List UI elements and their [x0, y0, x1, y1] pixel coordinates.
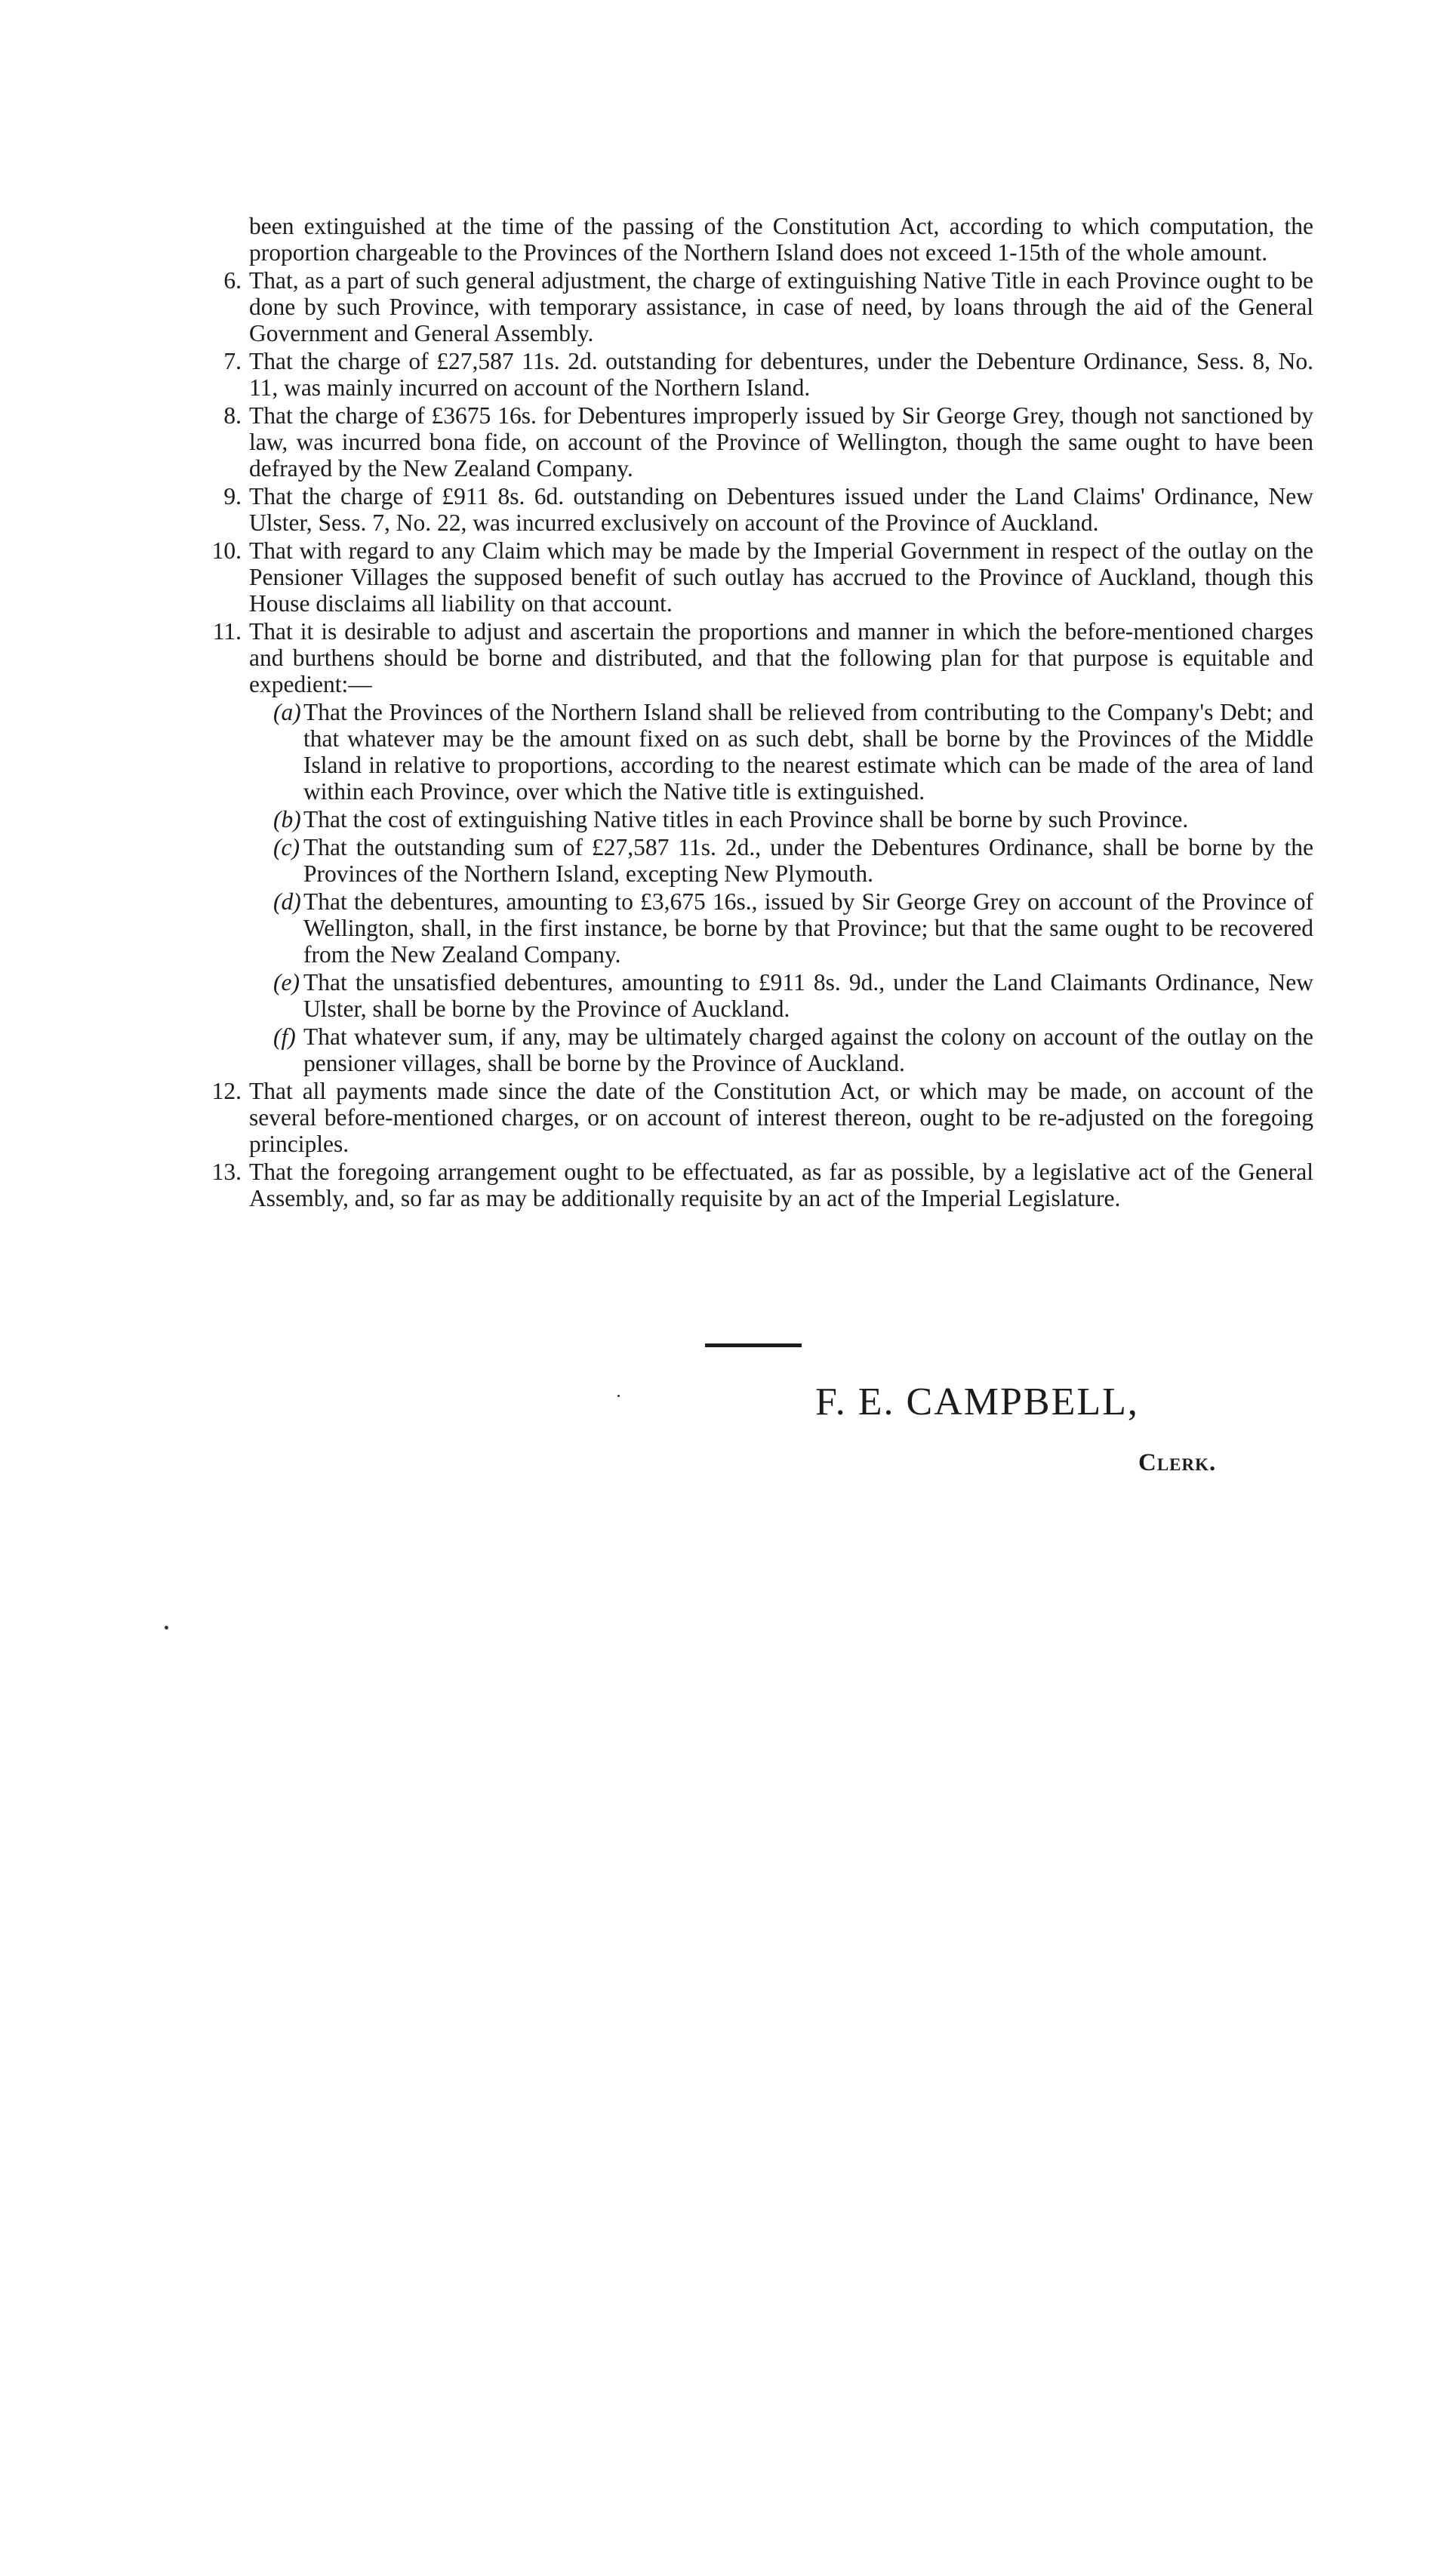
sub-item [189, 969, 1313, 1022]
signature-title: Clerk. [1138, 1449, 1217, 1476]
item-number: 11. [212, 618, 242, 645]
sub-item-text: That the Provinces of the Northern Island shall be relieved from contributing to the Company's Debt; and that whatever may be the amount fixed on as such debt, shall be borne by the Provinces of the Middle Island in relative to proportions, according to the nearest estimate which can be made of the area of land within each Province, over which the Native title is extinguished. [303, 699, 1313, 805]
resolution-item [189, 402, 1313, 482]
item-text: That, as a part of such general adjustment, the charge of extinguishing Native Title in each Province ought to be done by such Province, with temporary assistance, in case of need, by loans through the aid of the General Government and General Assembly. [249, 267, 1313, 346]
sub-item-text: That the unsatisfied debentures, amounting to £911 8s. 9d., under the Land Claimants Ordinance, New Ulster, shall be borne by the Province of Auckland. [303, 969, 1313, 1022]
item-number: 6. [223, 267, 242, 294]
item-number: 13. [211, 1159, 242, 1185]
resolution-item [189, 267, 1313, 346]
sub-item-text: That the outstanding sum of £27,587 11s. 2d., under the Debentures Ordinance, shall be borne by the Provinces of the Northern Island, excepting New Plymouth. [303, 834, 1313, 887]
sub-item [189, 806, 1313, 833]
item-text: That it is desirable to adjust and ascertain the proportions and manner in which the before-mentioned charges and burthens should be borne and distributed, and that the following plan for that purpose is equitable and expedient:— [249, 618, 1313, 697]
sub-item [189, 834, 1313, 887]
item-number: 10. [211, 537, 242, 564]
sub-item-label: (d) [273, 888, 301, 915]
resolution-item [189, 1078, 1313, 1157]
item-number: 7. [223, 348, 242, 374]
sub-item-label: (b) [273, 806, 301, 833]
sub-item-label: (a) [273, 699, 301, 725]
item-text: That the charge of £3675 16s. for Debentures improperly issued by Sir George Grey, though not sanctioned by law, was incurred bona fide, on account of the Province of Wellington, though the same ought to have been defrayed by the New Zealand Company. [249, 402, 1313, 482]
sub-item [189, 888, 1313, 968]
item-text: That all payments made since the date of the Constitution Act, or which may be made, on account of the several before-mentioned charges, or on account of interest thereon, ought to be re-adjusted on the foregoing principles. [249, 1078, 1313, 1157]
sub-item-label: (f) [273, 1023, 296, 1050]
resolutions-text [189, 213, 1313, 1213]
resolution-item [189, 618, 1313, 697]
sub-item-text: That whatever sum, if any, may be ultimately charged against the colony on account of the outlay on the pensioner villages, shall be borne by the Province of Auckland. [303, 1023, 1313, 1076]
sub-item [189, 1023, 1313, 1076]
sub-item-text: That the debentures, amounting to £3,675 16s., issued by Sir George Grey on account of the Province of Wellington, shall, in the first instance, be borne by that Province; but that the same ought to be recovered from the New Zealand Company. [303, 888, 1313, 968]
sub-item-text: That the cost of extinguishing Native titles in each Province shall be borne by such Province. [303, 806, 1189, 833]
resolution-item [189, 483, 1313, 536]
resolution-item [189, 1159, 1313, 1211]
item-number: 8. [223, 402, 242, 429]
item-number: 12. [211, 1078, 242, 1104]
item-text: That the charge of £27,587 11s. 2d. outstanding for debentures, under the Debenture Ordinance, Sess. 8, No. 11, was mainly incurred on account of the Northern Island. [249, 348, 1313, 401]
item-text: That the charge of £911 8s. 6d. outstanding on Debentures issued under the Land Claims' Ordinance, New Ulster, Sess. 7, No. 22, was incurred exclusively on account of the Province of Auckland. [249, 483, 1313, 536]
sub-item-label: (e) [273, 969, 300, 996]
item-text: That with regard to any Claim which may be made by the Imperial Government in respect of the outlay on the Pensioner Villages the supposed benefit of such outlay has accrued to the Province of Auckland, though this House disclaims all liability on that account. [249, 537, 1313, 617]
continuation-paragraph: been extinguished at the time of the passing of the Constitution Act, according to which computation, the proportion chargeable to the Provinces of the Northern Island does not exceed 1-15th of the whole amount. [249, 213, 1313, 266]
item-number: 9. [223, 483, 242, 509]
item-text: That the foregoing arrangement ought to be effectuated, as far as possible, by a legislative act of the General Assembly, and, so far as may be additionally requisite by an act of the Imperial Legislature. [249, 1159, 1313, 1211]
sub-item [189, 699, 1313, 805]
print-speck [165, 1626, 168, 1630]
resolution-item [189, 537, 1313, 617]
print-speck [617, 1395, 620, 1397]
resolution-item [189, 348, 1313, 401]
divider-rule [705, 1343, 802, 1347]
sub-item-label: (c) [273, 834, 300, 860]
signature-name: F. E. CAMPBELL, [815, 1380, 1139, 1423]
